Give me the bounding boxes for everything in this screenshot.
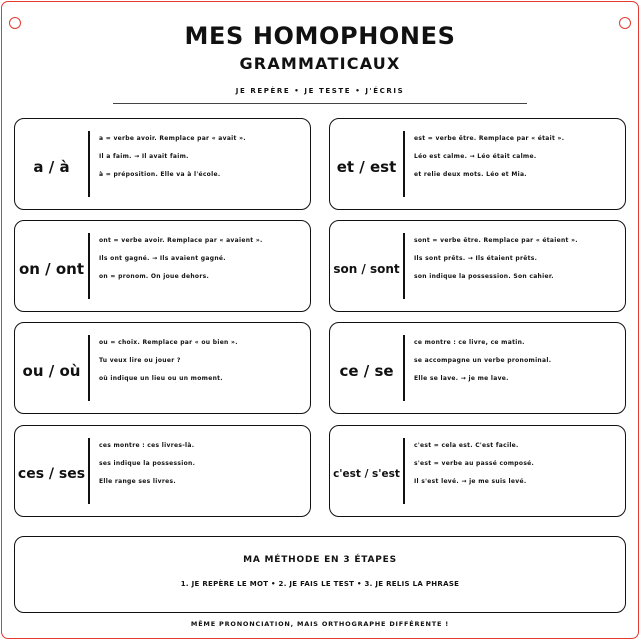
homophone-label: ou / où [22,362,81,380]
card-line-3: Elle se lave. → je me lave. [414,375,509,382]
card-line-2: Ils sont prêts. → Ils étaient prêts. [414,255,538,262]
card-line-1: a = verbe avoir. Remplace par « avait ». [99,135,246,142]
card-line-1: ces montre : ces livres-là. [99,442,195,449]
card-line-2: Tu veux lire ou jouer ? [99,357,181,364]
card-line-1: ont = verbe avoir. Remplace par « avaient ». [99,237,263,244]
homophone-label-area [15,119,88,209]
card-divider [88,131,90,197]
method-steps: 1. JE REPÈRE LE MOT • 2. JE FAIS LE TEST • 3. JE RELIS LA PHRASE [180,580,460,588]
homophone-card-et [329,118,626,210]
card-line-2: s'est = verbe au passé composé. [414,460,535,467]
homophone-card-ces [14,425,311,517]
homophone-label: ce / se [339,362,394,380]
card-lines [99,232,304,286]
card-divider [88,438,90,504]
card-lines [414,130,619,184]
title-divider [113,103,527,104]
card-divider [88,335,90,401]
homophone-label: son / sont [333,262,400,276]
card-line-2: Il a faim. → Il avait faim. [99,153,189,160]
card-lines [414,232,619,286]
homophone-label: on / ont [18,260,85,278]
homophone-label-area [330,119,403,209]
poster-tagline: JE REPÈRE • JE TESTE • J'ÉCRIS [235,87,405,95]
homophone-card-ce [329,322,626,414]
card-divider [403,335,405,401]
card-line-2: ses indique la possession. [99,460,196,467]
homophone-card-ou [14,322,311,414]
homophone-label: a / à [33,158,70,176]
card-lines [99,130,304,184]
card-line-1: est = verbe être. Remplace par « était ». [414,135,565,142]
poster-title: MES HOMOPHONES [184,22,456,50]
card-line-2: Ils ont gagné. → Ils avaient gagné. [99,255,226,262]
card-lines [414,437,619,491]
card-line-3: à = préposition. Elle va à l'école. [99,171,221,178]
homophone-label: et / est [336,158,397,176]
homophone-label-area [15,323,88,413]
homophone-label-area [330,426,403,516]
homophone-label-area [15,221,88,311]
homophone-card-a [14,118,311,210]
card-line-1: sont = verbe être. Remplace par « étaient ». [414,237,578,244]
card-line-3: son indique la possession. Son cahier. [414,273,554,280]
card-line-1: ce montre : ce livre, ce matin. [414,339,525,346]
card-divider [403,233,405,299]
card-line-1: c'est = cela est. C'est facile. [414,442,519,449]
homophone-label-area [330,221,403,311]
homophone-card-cest [329,425,626,517]
card-lines [99,437,304,491]
homophone-label: c'est / s'est [333,468,400,480]
card-line-3: où indique un lieu ou un moment. [99,375,223,382]
card-line-3: Il s'est levé. → je me suis levé. [414,478,527,485]
method-title: MA MÉTHODE EN 3 ÉTAPES [243,555,397,565]
homophone-label-area [330,323,403,413]
poster-subtitle: GRAMMATICAUX [239,54,401,73]
card-lines [99,334,304,388]
method-box [14,536,626,613]
card-divider [403,438,405,504]
card-lines [414,334,619,388]
homophone-card-on [14,220,311,312]
card-line-3: et relie deux mots. Léo et Mia. [414,171,527,178]
card-divider [88,233,90,299]
card-divider [403,131,405,197]
footer-note: MÊME PRONONCIATION, MAIS ORTHOGRAPHE DIFFÉRENTE ! [190,620,450,628]
homophone-label: ces / ses [17,466,86,482]
card-line-1: ou = choix. Remplace par « ou bien ». [99,339,238,346]
homophone-card-son [329,220,626,312]
card-line-3: on = pronom. On joue dehors. [99,273,210,280]
card-line-2: Léo est calme. → Léo était calme. [414,153,537,160]
card-line-3: Elle range ses livres. [99,478,176,485]
card-line-2: se accompagne un verbe pronominal. [414,357,552,364]
homophone-label-area [15,426,88,516]
